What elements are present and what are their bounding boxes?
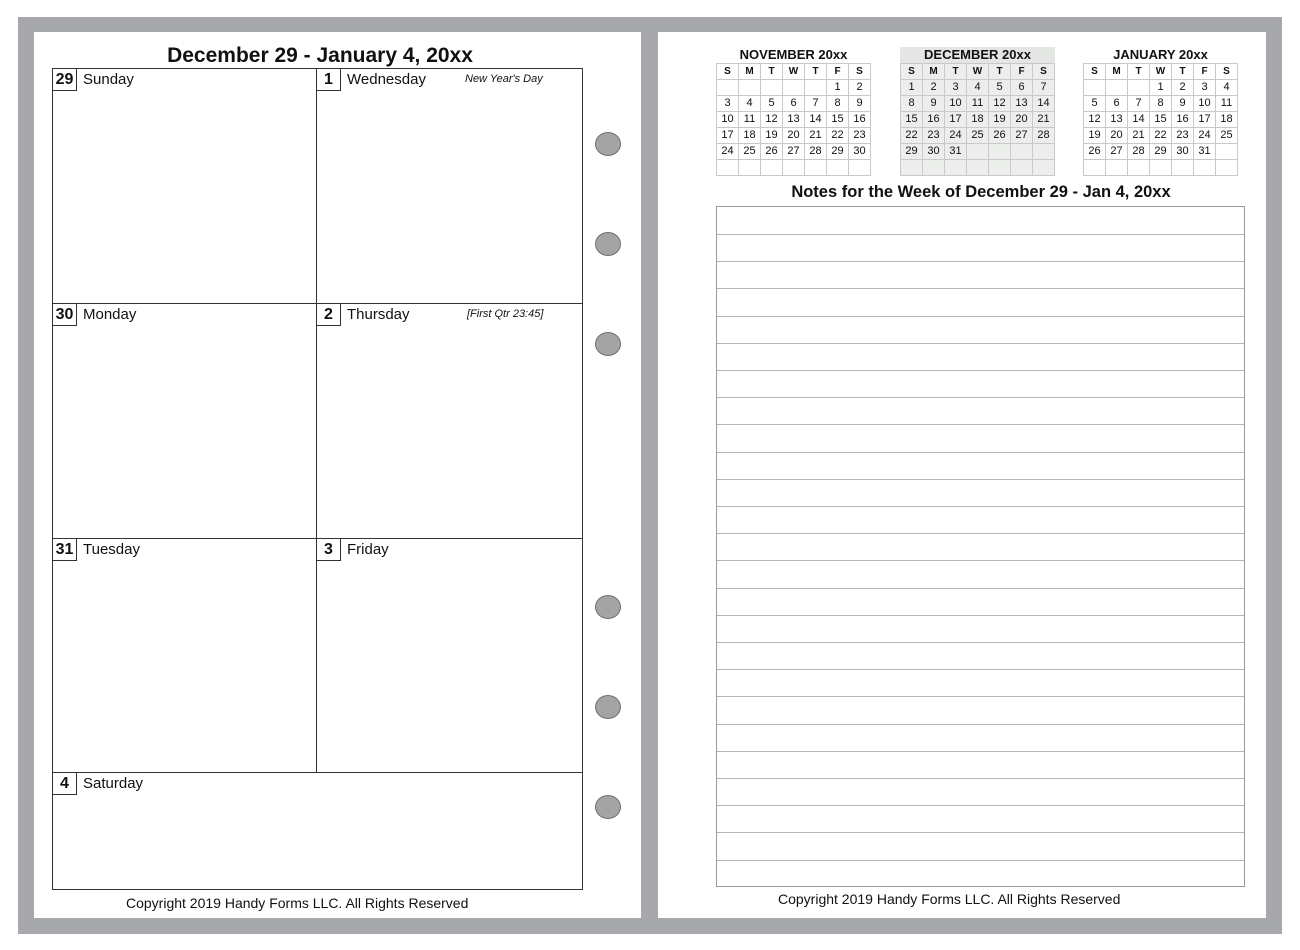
calendar-date-cell[interactable]: 7 (1128, 96, 1150, 112)
calendar-date-cell[interactable]: 6 (1106, 96, 1128, 112)
calendar-week-row (717, 80, 871, 96)
calendar-week-row (1084, 80, 1238, 96)
note-rule-line (717, 860, 1244, 861)
calendar-date-cell[interactable]: 29 (827, 144, 849, 160)
weekday-header: W (783, 64, 805, 80)
calendar-date-cell[interactable]: 11 (739, 112, 761, 128)
day-number: 30 (53, 304, 77, 326)
calendar-date-cell (1216, 144, 1238, 160)
calendar-date-cell[interactable]: 20 (1106, 128, 1128, 144)
binder-hole (595, 795, 621, 819)
calendar-date-cell[interactable]: 14 (1033, 96, 1055, 112)
calendar-date-cell (1194, 160, 1216, 176)
calendar-week-row (901, 160, 1055, 176)
day-number: 31 (53, 539, 77, 561)
calendar-week-row (1084, 144, 1238, 160)
note-rule-line (717, 805, 1244, 806)
calendar-date-cell[interactable]: 30 (923, 144, 945, 160)
calendar-date-cell (989, 144, 1011, 160)
weekday-header: T (945, 64, 967, 80)
calendar-date-cell (783, 160, 805, 176)
calendar-week-row (1084, 160, 1238, 176)
note-rule-line (717, 261, 1244, 262)
weekday-header: S (717, 64, 739, 80)
day-name: Sunday (83, 71, 134, 88)
calendar-date-cell[interactable]: 29 (901, 144, 923, 160)
note-rule-line (717, 452, 1244, 453)
calendar-date-cell (1084, 160, 1106, 176)
calendar-date-cell[interactable]: 27 (1106, 144, 1128, 160)
day-name: Wednesday (347, 71, 426, 88)
calendar-date-cell[interactable]: 10 (945, 96, 967, 112)
day-cell-friday[interactable] (317, 539, 582, 772)
weekday-header: W (1150, 64, 1172, 80)
calendar-date-cell[interactable]: 5 (1084, 96, 1106, 112)
calendar-date-cell (827, 160, 849, 176)
calendar-week-row (901, 112, 1055, 128)
notes-lined-area[interactable] (716, 206, 1245, 887)
day-number: 1 (317, 69, 341, 91)
calendar-date-cell[interactable]: 17 (1194, 112, 1216, 128)
note-rule-line (717, 424, 1244, 425)
calendar-date-cell[interactable]: 27 (783, 144, 805, 160)
day-number: 2 (317, 304, 341, 326)
calendar-date-cell (1128, 160, 1150, 176)
holiday-note: New Year's Day (465, 73, 543, 85)
calendar-date-cell[interactable]: 8 (1150, 96, 1172, 112)
binder-hole (595, 332, 621, 356)
calendar-date-cell (1128, 80, 1150, 96)
calendar-date-cell[interactable]: 2 (923, 80, 945, 96)
copyright-left: Copyright 2019 Handy Forms LLC. All Rights Reserved (126, 895, 469, 911)
calendar-date-cell (783, 80, 805, 96)
calendar-week-row (1084, 96, 1238, 112)
weekday-header: S (1084, 64, 1106, 80)
calendar-date-cell[interactable]: 26 (761, 144, 783, 160)
calendar-date-cell[interactable]: 20 (1011, 112, 1033, 128)
weekday-header: S (1033, 64, 1055, 80)
calendar-date-cell[interactable]: 3 (945, 80, 967, 96)
calendar-date-cell[interactable]: 9 (849, 96, 871, 112)
calendar-date-cell[interactable]: 13 (1011, 96, 1033, 112)
weekday-header: T (989, 64, 1011, 80)
calendar-week-row (1084, 128, 1238, 144)
binder-hole (595, 595, 621, 619)
calendar-date-cell[interactable]: 21 (1033, 112, 1055, 128)
note-rule-line (717, 696, 1244, 697)
note-rule-line (717, 615, 1244, 616)
note-rule-line (717, 288, 1244, 289)
calendar-date-cell[interactable]: 6 (783, 96, 805, 112)
calendar-date-cell (739, 80, 761, 96)
calendar-date-cell[interactable]: 11 (967, 96, 989, 112)
calendar-date-cell (989, 160, 1011, 176)
calendar-date-cell[interactable]: 28 (1033, 128, 1055, 144)
note-rule-line (717, 316, 1244, 317)
weekday-header: T (761, 64, 783, 80)
mini-calendar-title: DECEMBER 20xx (900, 47, 1055, 63)
calendar-week-row (1084, 112, 1238, 128)
weekday-header: T (1172, 64, 1194, 80)
calendar-date-cell (717, 160, 739, 176)
weekday-header: T (805, 64, 827, 80)
calendar-date-cell[interactable]: 1 (901, 80, 923, 96)
weekday-header: M (923, 64, 945, 80)
note-rule-line (717, 642, 1244, 643)
calendar-date-cell[interactable]: 28 (1128, 144, 1150, 160)
calendar-week-row (717, 112, 871, 128)
calendar-date-cell[interactable]: 21 (805, 128, 827, 144)
calendar-date-cell[interactable]: 20 (783, 128, 805, 144)
note-rule-line (717, 588, 1244, 589)
note-rule-line (717, 751, 1244, 752)
calendar-date-cell[interactable]: 26 (1084, 144, 1106, 160)
calendar-week-row (901, 128, 1055, 144)
calendar-date-cell[interactable]: 3 (1194, 80, 1216, 96)
calendar-date-cell (761, 160, 783, 176)
calendar-date-cell[interactable]: 13 (783, 112, 805, 128)
calendar-date-cell[interactable]: 15 (1150, 112, 1172, 128)
note-rule-line (717, 669, 1244, 670)
calendar-date-cell[interactable]: 22 (901, 128, 923, 144)
binder-hole (595, 132, 621, 156)
calendar-date-cell[interactable]: 19 (989, 112, 1011, 128)
calendar-date-cell[interactable]: 21 (1128, 128, 1150, 144)
calendar-date-cell[interactable]: 26 (989, 128, 1011, 144)
calendar-date-cell (1033, 160, 1055, 176)
mini-calendar-december (900, 47, 1055, 176)
calendar-date-cell[interactable]: 25 (1216, 128, 1238, 144)
calendar-week-row (717, 96, 871, 112)
day-cell-monday[interactable] (53, 304, 316, 538)
mini-calendar-grid (716, 63, 871, 176)
calendar-date-cell[interactable]: 10 (717, 112, 739, 128)
calendar-date-cell[interactable]: 9 (923, 96, 945, 112)
calendar-date-cell[interactable]: 18 (967, 112, 989, 128)
calendar-date-cell[interactable]: 27 (1011, 128, 1033, 144)
weekday-header: F (827, 64, 849, 80)
calendar-date-cell[interactable]: 11 (1216, 96, 1238, 112)
note-rule-line (717, 479, 1244, 480)
weekday-header: M (739, 64, 761, 80)
day-number: 29 (53, 69, 77, 91)
mini-calendar-grid (1083, 63, 1238, 176)
weekday-header: F (1011, 64, 1033, 80)
day-cell-wednesday[interactable] (317, 69, 582, 303)
calendar-week-row (717, 144, 871, 160)
calendar-date-cell (849, 160, 871, 176)
calendar-date-cell[interactable]: 2 (1172, 80, 1194, 96)
calendar-date-cell[interactable]: 8 (827, 96, 849, 112)
note-rule-line (717, 370, 1244, 371)
calendar-date-cell[interactable]: 4 (739, 96, 761, 112)
calendar-date-cell (1106, 80, 1128, 96)
weekday-header: S (901, 64, 923, 80)
calendar-date-cell (1084, 80, 1106, 96)
day-name: Friday (347, 541, 389, 558)
day-name: Saturday (83, 775, 144, 792)
calendar-date-cell (1172, 160, 1194, 176)
calendar-date-cell (1106, 160, 1128, 176)
mini-calendar-title: JANUARY 20xx (1113, 47, 1208, 62)
note-rule-line (717, 506, 1244, 507)
calendar-date-cell[interactable]: 29 (1150, 144, 1172, 160)
note-rule-line (717, 560, 1244, 561)
calendar-date-cell (923, 160, 945, 176)
calendar-date-cell[interactable]: 7 (805, 96, 827, 112)
calendar-date-cell[interactable]: 5 (989, 80, 1011, 96)
notes-title: Notes for the Week of December 29 - Jan 4, 20xx (791, 183, 1171, 201)
calendar-date-cell[interactable]: 23 (1172, 128, 1194, 144)
calendar-date-cell[interactable]: 22 (827, 128, 849, 144)
weekday-header: W (967, 64, 989, 80)
note-rule-line (717, 724, 1244, 725)
calendar-date-cell[interactable]: 2 (849, 80, 871, 96)
calendar-week-row (901, 144, 1055, 160)
moon-phase-note: [First Qtr 23:45] (467, 308, 544, 320)
calendar-date-cell[interactable]: 15 (901, 112, 923, 128)
day-number: 4 (53, 773, 77, 795)
calendar-date-cell (901, 160, 923, 176)
calendar-date-cell[interactable]: 22 (1150, 128, 1172, 144)
day-cell-thursday[interactable] (317, 304, 582, 538)
calendar-date-cell (1011, 144, 1033, 160)
calendar-date-cell[interactable]: 16 (923, 112, 945, 128)
calendar-date-cell (967, 144, 989, 160)
calendar-date-cell (1011, 160, 1033, 176)
calendar-week-row (717, 128, 871, 144)
calendar-date-cell[interactable]: 10 (1194, 96, 1216, 112)
calendar-date-cell[interactable]: 12 (989, 96, 1011, 112)
calendar-date-cell (761, 80, 783, 96)
calendar-date-cell[interactable]: 7 (1033, 80, 1055, 96)
calendar-date-cell[interactable]: 18 (1216, 112, 1238, 128)
day-name: Tuesday (83, 541, 140, 558)
calendar-date-cell[interactable]: 23 (923, 128, 945, 144)
calendar-date-cell[interactable]: 24 (1194, 128, 1216, 144)
note-rule-line (717, 778, 1244, 779)
day-cell-sunday[interactable] (53, 69, 316, 303)
calendar-date-cell[interactable]: 30 (1172, 144, 1194, 160)
calendar-date-cell[interactable]: 3 (717, 96, 739, 112)
calendar-date-cell[interactable]: 17 (945, 112, 967, 128)
binder-hole (595, 232, 621, 256)
calendar-date-cell[interactable]: 30 (849, 144, 871, 160)
calendar-week-row (717, 160, 871, 176)
note-rule-line (717, 832, 1244, 833)
note-rule-line (717, 343, 1244, 344)
mini-calendar-grid (900, 63, 1055, 176)
calendar-date-cell[interactable]: 31 (1194, 144, 1216, 160)
calendar-date-cell (967, 160, 989, 176)
calendar-date-cell[interactable]: 19 (761, 128, 783, 144)
calendar-date-cell[interactable]: 14 (805, 112, 827, 128)
calendar-date-cell (945, 160, 967, 176)
calendar-date-cell[interactable]: 8 (901, 96, 923, 112)
mini-calendar-title: NOVEMBER 20xx (739, 47, 848, 62)
weekday-header: T (1128, 64, 1150, 80)
calendar-date-cell (739, 160, 761, 176)
calendar-date-cell[interactable]: 1 (827, 80, 849, 96)
calendar-date-cell[interactable]: 16 (849, 112, 871, 128)
calendar-date-cell[interactable]: 24 (945, 128, 967, 144)
calendar-date-cell[interactable]: 4 (967, 80, 989, 96)
weekday-header: F (1194, 64, 1216, 80)
note-rule-line (717, 533, 1244, 534)
calendar-date-cell[interactable]: 19 (1084, 128, 1106, 144)
binder-hole (595, 695, 621, 719)
calendar-date-cell (717, 80, 739, 96)
calendar-date-cell[interactable]: 5 (761, 96, 783, 112)
calendar-date-cell[interactable]: 17 (717, 128, 739, 144)
calendar-date-cell[interactable]: 14 (1128, 112, 1150, 128)
calendar-date-cell[interactable]: 9 (1172, 96, 1194, 112)
calendar-week-row (901, 80, 1055, 96)
weekday-header: S (1216, 64, 1238, 80)
calendar-date-cell[interactable]: 28 (805, 144, 827, 160)
calendar-week-row (901, 96, 1055, 112)
weekday-header: M (1106, 64, 1128, 80)
calendar-date-cell[interactable]: 31 (945, 144, 967, 160)
calendar-date-cell[interactable]: 23 (849, 128, 871, 144)
day-name: Thursday (347, 306, 410, 323)
day-number: 3 (317, 539, 341, 561)
calendar-date-cell[interactable]: 12 (1084, 112, 1106, 128)
calendar-date-cell (1033, 144, 1055, 160)
day-name: Monday (83, 306, 137, 323)
calendar-date-cell (805, 160, 827, 176)
calendar-date-cell (1216, 160, 1238, 176)
calendar-date-cell[interactable]: 4 (1216, 80, 1238, 96)
calendar-date-cell[interactable]: 16 (1172, 112, 1194, 128)
calendar-date-cell[interactable]: 25 (739, 144, 761, 160)
calendar-date-cell (1150, 160, 1172, 176)
calendar-date-cell[interactable]: 25 (967, 128, 989, 144)
calendar-date-cell (805, 80, 827, 96)
calendar-date-cell[interactable]: 13 (1106, 112, 1128, 128)
calendar-date-cell[interactable]: 6 (1011, 80, 1033, 96)
calendar-date-cell[interactable]: 15 (827, 112, 849, 128)
day-cell-tuesday[interactable] (53, 539, 316, 772)
calendar-date-cell[interactable]: 24 (717, 144, 739, 160)
calendar-date-cell[interactable]: 18 (739, 128, 761, 144)
day-cell-saturday[interactable] (53, 773, 582, 889)
note-rule-line (717, 397, 1244, 398)
calendar-date-cell[interactable]: 1 (1150, 80, 1172, 96)
mini-calendar-january (1083, 47, 1238, 176)
note-rule-line (717, 234, 1244, 235)
weekday-header: S (849, 64, 871, 80)
copyright-right: Copyright 2019 Handy Forms LLC. All Rights Reserved (778, 891, 1121, 907)
week-title: December 29 - January 4, 20xx (167, 44, 473, 67)
mini-calendar-november (716, 47, 871, 176)
calendar-date-cell[interactable]: 12 (761, 112, 783, 128)
